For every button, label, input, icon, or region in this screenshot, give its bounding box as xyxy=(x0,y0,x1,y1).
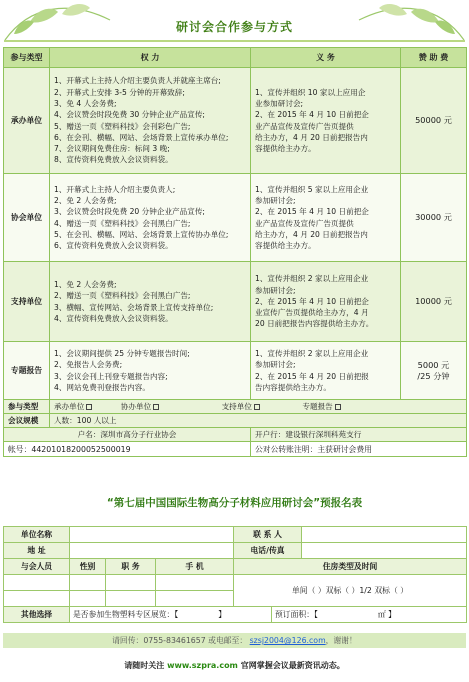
fee-amount: 10000 元 xyxy=(415,296,452,306)
header-divider xyxy=(4,40,465,42)
contact-field[interactable] xyxy=(302,527,467,543)
form-row-unit xyxy=(4,527,467,543)
other-label: 其他选择 xyxy=(4,607,70,623)
page-title: 研讨会合作参与方式 xyxy=(175,20,293,34)
unit-name-field[interactable] xyxy=(70,527,234,543)
duty-line: 1、宣传并组织 10 家以上应用企 xyxy=(255,87,366,97)
rights-line: 3、横幅、宣传网站、会场背景上宣传支持单位; xyxy=(54,302,214,312)
unit-name-label: 单位名称 xyxy=(4,527,70,543)
duty-line: 1、宣传并组织 2 家以上应用企业 xyxy=(255,348,369,358)
zone-booth-close: 】 xyxy=(218,610,227,619)
rights-line: 2、开幕式上安排 3-5 分钟的开幕致辞; xyxy=(54,87,185,97)
website-link[interactable]: www.szpra.com xyxy=(167,661,238,670)
account-name-row xyxy=(4,428,467,442)
rights-line: 2、赠送一页《塑料科技》会刊黑白广告; xyxy=(54,291,191,301)
duty-line: 1、宣传并组织 5 家以上应用企业 xyxy=(255,184,369,194)
duty-line: 2、在 2015 年 4 月 10 日前把企 xyxy=(255,296,369,306)
rights-line: 4、网站免费刊登报告内容。 xyxy=(54,382,150,392)
rights-line: 3、会议会刊上刊登专题报告内容; xyxy=(54,371,168,381)
participation-label: 参与类型 xyxy=(4,400,50,414)
account-name: 户名：深圳市高分子行业协会 xyxy=(4,428,251,442)
fee-unit: /25 分钟 xyxy=(417,370,450,381)
attendee-label: 与会人员 xyxy=(4,559,70,575)
duties-cell xyxy=(251,262,401,342)
account-bank: 开户行：建设银行深圳科苑支行 xyxy=(251,428,467,442)
rights-line: 3、免 4 人会务费; xyxy=(54,98,117,108)
footer-prefix: 请随时关注 xyxy=(124,661,168,670)
option-coorganizer[interactable] xyxy=(121,402,159,411)
rights-line: 2、免 2 人会务费; xyxy=(54,195,117,205)
table-row xyxy=(4,262,467,342)
form-row-attendee-header xyxy=(4,559,467,575)
checkbox-icon[interactable] xyxy=(254,404,260,410)
option-report[interactable] xyxy=(302,402,340,411)
sponsor-fee xyxy=(401,174,467,262)
duty-line: 业产品宣传及宣传广告页提供 xyxy=(255,121,354,131)
table-row xyxy=(4,342,467,400)
scale-value: 人数：100 人以上 xyxy=(50,414,467,428)
option-label: 协办单位 xyxy=(120,402,152,411)
fee-amount: 30000 元 xyxy=(415,212,452,222)
participation-type: 协会单位 xyxy=(4,174,50,262)
column-header-fee: 赞 助 费 xyxy=(401,48,467,68)
form-row-address xyxy=(4,543,467,559)
fee-amount: 50000 元 xyxy=(415,115,452,125)
booth-area-label: 预订面积：【 xyxy=(275,610,318,619)
checkbox-icon[interactable] xyxy=(335,404,341,410)
sponsor-fee xyxy=(401,342,467,400)
footer-note xyxy=(0,660,469,671)
rights-line: 1、开幕式上主持人介绍主要负责人并就座主席台; xyxy=(54,76,221,86)
table-row xyxy=(4,68,467,174)
rights-line: 2、免报告人会务费; xyxy=(54,360,123,370)
zone-booth-label: 是否参加生物塑料专区展览：【 xyxy=(73,610,179,619)
duty-line: 业宣传广告页提供给主办方，4 月 xyxy=(255,308,369,318)
gender-field[interactable] xyxy=(70,575,106,591)
duties-cell xyxy=(251,342,401,400)
table-header-row xyxy=(4,48,467,68)
footer-suffix: 官网掌握会议最新资讯动态。 xyxy=(237,661,345,670)
rights-line: 1、会议期间提供 25 分钟专题报告时间; xyxy=(54,348,190,358)
rights-line: 4、赠送一页《塑料科技》会刊黑白广告; xyxy=(54,218,191,228)
reply-hotline xyxy=(3,633,466,648)
option-host[interactable] xyxy=(54,402,92,411)
transfer-note: 公对公转账注明：主获研讨会费用 xyxy=(251,442,467,457)
rights-cell xyxy=(50,68,251,174)
meeting-scale-row xyxy=(4,414,467,428)
rights-cell xyxy=(50,342,251,400)
phone-fax-label: 电话/传真 xyxy=(234,543,302,559)
hotline-suffix: ，谢谢！ xyxy=(325,636,357,645)
duty-line: 参加研讨会; xyxy=(255,195,296,205)
attendee-name-field[interactable] xyxy=(4,575,70,591)
option-supporter[interactable] xyxy=(222,402,260,411)
duty-line: 告内容提供给主办方。 xyxy=(255,382,331,392)
hotline-mid: 或电邮至： xyxy=(208,636,248,645)
table-row xyxy=(4,174,467,262)
mobile-field[interactable] xyxy=(156,591,234,607)
registration-form xyxy=(3,526,467,623)
rights-cell xyxy=(50,174,251,262)
scale-label: 会议规模 xyxy=(4,414,50,428)
address-field[interactable] xyxy=(70,543,234,559)
checkbox-icon[interactable] xyxy=(86,404,92,410)
option-label: 专题报告 xyxy=(302,402,333,411)
address-label: 地 址 xyxy=(4,543,70,559)
position-label: 职 务 xyxy=(106,559,156,575)
duty-line: 业产品宣传及宣传广告页提供 xyxy=(255,218,354,228)
gender-field[interactable] xyxy=(70,591,106,607)
email-link[interactable]: szsj2004@126.com xyxy=(249,636,326,645)
rights-line: 4、会议赞会时段免费 30 分钟企业产品宣传; xyxy=(54,110,205,120)
account-number: 44201018200052500019 xyxy=(31,444,131,454)
rights-line: 5、赠送一页《塑料科技》会刊彩色广告; xyxy=(54,121,191,131)
option-label: 支持单位 xyxy=(221,402,252,411)
sponsor-fee xyxy=(401,262,467,342)
column-header-duties: 义 务 xyxy=(251,48,401,68)
booth-area-unit: ㎡ 】 xyxy=(377,610,396,619)
duty-line: 给主办方，4 月 20 日前把报告内 xyxy=(255,229,368,239)
column-header-rights: 权 力 xyxy=(50,48,251,68)
rights-line: 1、开幕式上主持人介绍主要负责人; xyxy=(54,184,176,194)
rights-line: 1、免 2 人会务费; xyxy=(54,279,117,289)
account-number-cell xyxy=(4,442,251,457)
duty-line: 参加研讨会; xyxy=(255,360,296,370)
rights-line: 8、宣传资料免费放入会议资料袋。 xyxy=(54,155,173,165)
checkbox-icon[interactable] xyxy=(153,404,159,410)
participation-choice-row xyxy=(4,400,467,414)
duties-cell xyxy=(251,174,401,262)
mobile-label: 手 机 xyxy=(156,559,234,575)
duty-line: 20 日前把报告内容提供给主办方。 xyxy=(255,319,374,329)
participation-type: 支持单位 xyxy=(4,262,50,342)
duty-line: 业参加研讨会; xyxy=(255,98,304,108)
form-title: “第七届中国国际生物高分子材料应用研讨会”预报名表 xyxy=(106,497,363,509)
rights-line: 4、宣传资料免费放入会议资料袋。 xyxy=(54,313,173,323)
duty-line: 2、在 2015 年 4 月 20 日前把报 xyxy=(255,371,369,381)
hotline-prefix: 请回传： xyxy=(112,636,144,645)
rights-line: 5、在会刊、横幅、网站、会场背景上宣传协办单位; xyxy=(54,229,229,239)
hotline-phone: 0755-83461657 xyxy=(143,636,206,645)
participation-type: 专题报告 xyxy=(4,342,50,400)
sponsor-fee xyxy=(401,68,467,174)
form-row-attendee-1 xyxy=(4,575,467,591)
lodging-label: 住房类型及时间 xyxy=(234,559,467,575)
mobile-field[interactable] xyxy=(156,575,234,591)
participation-type: 承办单位 xyxy=(4,68,50,174)
cooperation-table xyxy=(3,47,467,457)
account-number-row xyxy=(4,442,467,457)
gender-label: 性别 xyxy=(70,559,106,575)
duty-line: 1、宣传并组织 2 家以上应用企业 xyxy=(255,274,369,284)
fee-amount: 5000 元 xyxy=(417,359,450,370)
rights-line: 6、宣传资料免费放入会议资料袋。 xyxy=(54,241,173,251)
booth-area-field[interactable] xyxy=(272,607,467,623)
rights-line: 6、在会刊、横幅、网站、会场背景上宣传承办单位; xyxy=(54,132,229,142)
duty-line: 2、在 2015 年 4 月 10 日前把企 xyxy=(255,110,369,120)
column-header-type: 参与类型 xyxy=(4,48,50,68)
form-row-other xyxy=(4,607,467,623)
rights-line: 3、会议赞会时段免费 20 分钟企业产品宣传; xyxy=(54,207,205,217)
position-field[interactable] xyxy=(106,591,156,607)
duties-cell xyxy=(251,68,401,174)
contact-label: 联 系 人 xyxy=(234,527,302,543)
document-header xyxy=(0,0,469,46)
option-label: 承办单位 xyxy=(54,402,85,411)
account-number-label: 帐号： xyxy=(8,444,32,454)
rights-cell xyxy=(50,262,251,342)
rights-line: 7、会议期间免费住房：标间 3 晚; xyxy=(54,144,170,154)
room-options[interactable]: 单间（ ）双标（ ）1/2 双标（ ） xyxy=(234,575,467,607)
position-field[interactable] xyxy=(106,575,156,591)
phone-fax-field[interactable] xyxy=(302,543,467,559)
duty-line: 容提供给主办方。 xyxy=(255,144,316,154)
participation-options xyxy=(50,400,467,414)
zone-booth-field[interactable] xyxy=(70,607,272,623)
duty-line: 参加研讨会; xyxy=(255,285,296,295)
duty-line: 容提供给主办方。 xyxy=(255,241,316,251)
duty-line: 给主办方，4 月 20 日前把报告内 xyxy=(255,132,368,142)
attendee-name-field[interactable] xyxy=(4,591,70,607)
duty-line: 2、在 2015 年 4 月 10 日前把企 xyxy=(255,207,369,217)
